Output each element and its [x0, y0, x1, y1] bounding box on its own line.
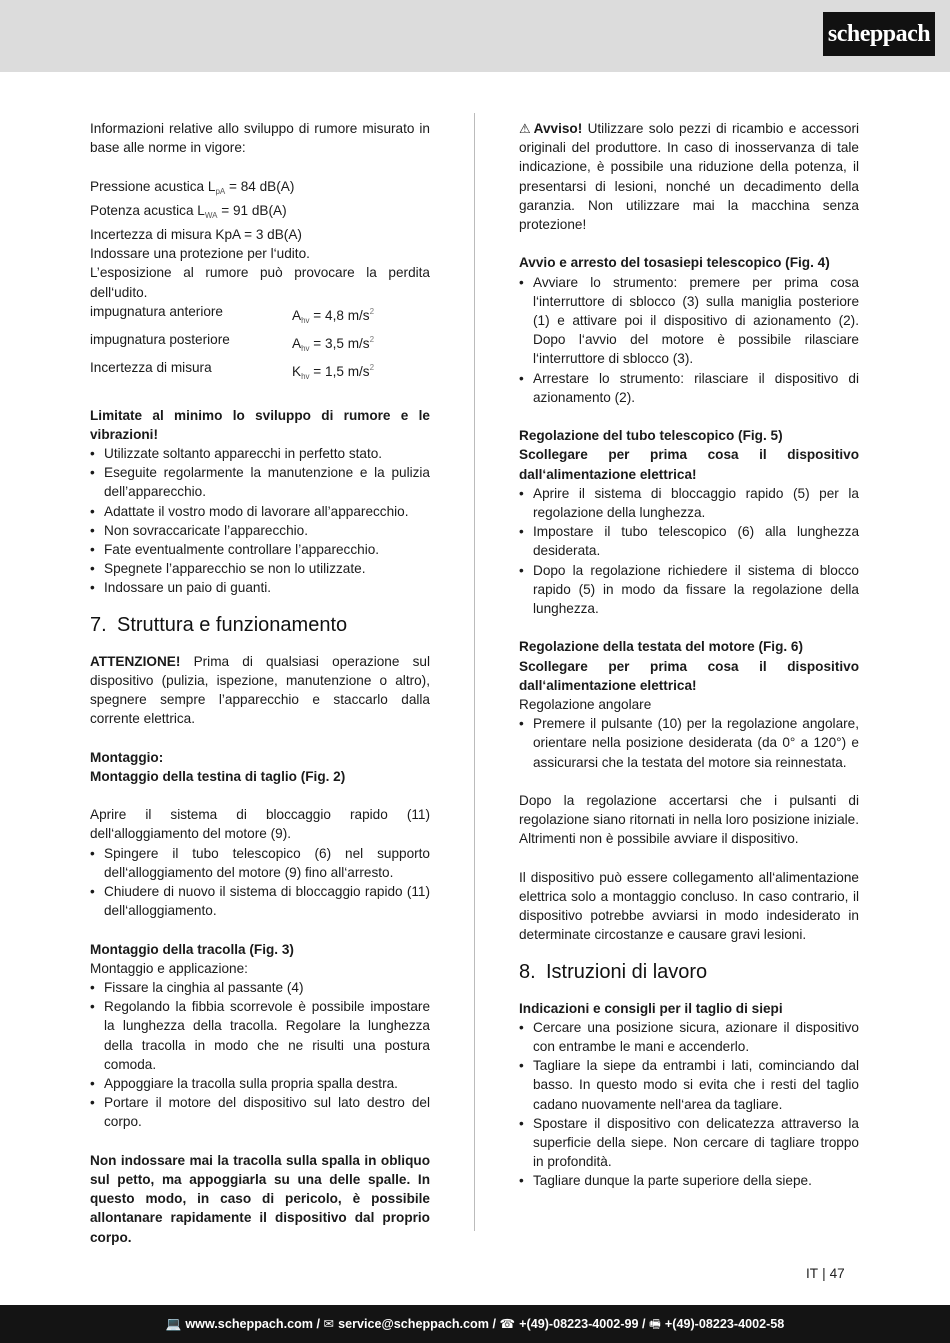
section-8-title: 8. Istruzioni di lavoro — [519, 960, 708, 983]
language-code: IT — [806, 1266, 819, 1281]
list-item: • Aprire il sistema di bloccaggio rapido (5) per la regolazione della lunghezza. — [519, 484, 859, 522]
tips-heading: Indicazioni e consigli per il taglio di siepi — [519, 1000, 783, 1016]
list-item: • Fate eventualmente controllare l’apparecchio. — [90, 540, 430, 559]
footer-fax: +(49)-08223-4002-58 — [664, 1317, 785, 1331]
tube-list — [519, 484, 859, 618]
tube-heading: Regolazione del tubo telescopico (Fig. 5) — [519, 428, 783, 444]
noise-intro: Informazioni relative allo sviluppo di rumore misurato in base alle norme in vigore: — [90, 121, 430, 156]
noise-values — [90, 177, 430, 264]
list-item: • Impostare il tubo telescopico (6) alla lunghezza desiderata. — [519, 522, 859, 560]
strap-heading: Montaggio della tracolla (Fig. 3) — [90, 941, 294, 957]
list-item: • Portare il motore del dispositivo sul lato destro del corpo. — [90, 1093, 430, 1131]
vibration-table — [90, 302, 430, 387]
exposure-text: L’esposizione al rumore può provocare la perdita dell‘udito. — [90, 265, 430, 300]
strap-warning: Non indossare mai la tracolla sulla spalla in obliquo sul petto, ma appoggiarla su una delle spalle. In questo modo, in caso di pericolo, è possibile allontanare rapidamente il dispositivo dal proprio corpo. — [90, 1152, 430, 1245]
list-item: • Regolando la fibbia scorrevole è possibile impostare la lunghezza della tracolla. Regolare la lunghezza della tracolla in modo che ne risulti una postura comoda. — [90, 997, 430, 1074]
section-7-title: 7. Struttura e funzionamento — [90, 613, 348, 636]
page-number-value: 47 — [829, 1266, 845, 1281]
assembly-intro: Aprire il sistema di bloccaggio rapido (11) dell‘alloggiamento del motore (9). — [90, 807, 430, 842]
right-column — [519, 119, 859, 1191]
phone-icon: ☎ — [499, 1317, 516, 1331]
email-icon: ✉ — [323, 1317, 335, 1331]
assembly-subheading: Montaggio della testina di taglio (Fig. 2) — [90, 768, 346, 784]
connect-text: Il dispositivo può essere collegamento all‘alimentazione elettrica solo a montaggio concluso. In caso contrario, il dispositivo potrebbe avviarsi in modo indesiderato in determinate circostanze e causare gravi lesioni. — [519, 869, 859, 943]
limit-list — [90, 444, 430, 598]
vibration-row: Incertezza di misura $K_{hv} = 1,5$ $m/s^2$ — [90, 360, 375, 382]
header-bar — [0, 0, 950, 72]
list-item: • Chiudere di nuovo il sistema di bloccaggio rapido (11) dell‘alloggiamento. — [90, 882, 430, 920]
page-number: IT | 47 — [806, 1266, 845, 1281]
limit-heading: Limitate al minimo lo sviluppo di rumore e le vibrazioni! — [90, 407, 430, 442]
start-heading: Avvio e arresto del tosasiepi telescopico (Fig. 4) — [519, 255, 830, 271]
noise-line: Potenza acustica $L_{WA} = 91$ dB(A) — [90, 202, 287, 220]
list-item: • Arrestare lo strumento: rilasciare il dispositivo di azionamento (2). — [519, 369, 859, 407]
list-item: • Spegnete l’apparecchio se non lo utilizzate. — [90, 559, 430, 578]
after-adjust-text: Dopo la regolazione accertarsi che i pulsanti di regolazione siano ritornati in nella loro posizione iniziale. Altrimenti non è possibile avviare il dispositivo. — [519, 793, 859, 847]
column-divider — [474, 113, 475, 1231]
list-item: • Tagliare la siepe da entrambi i lati, cominciando dal basso. In questo modo si evita che i resti del taglio cadano nuovamente nell‘area da tagliare. — [519, 1056, 859, 1114]
tube-heading-warning: Scollegare per prima cosa il dispositivo dall‘alimentazione elettrica! — [519, 447, 859, 482]
list-item: • Utilizzate soltanto apparecchi in perfetto stato. — [90, 444, 430, 463]
footer-website: www.scheppach.com / — [185, 1317, 320, 1331]
footer-email: service@scheppach.com / — [338, 1317, 496, 1331]
head-list — [519, 714, 859, 772]
vibration-row: impugnatura posteriore $A_{hv} = 3,5$ $m/s^2$ — [90, 332, 375, 354]
tips-list — [519, 1018, 859, 1191]
fax-icon: 🖷 — [649, 1317, 661, 1331]
vibration-row: impugnatura anteriore $A_{hv} = 4,8$ $m/s^2$ — [90, 303, 375, 325]
head-intro: Regolazione angolare — [519, 697, 652, 713]
noise-line: Incertezza di misura KpA = 3 dB(A) — [90, 227, 302, 242]
warning-paragraph: ⚠ Avviso! Utilizzare solo pezzi di ricambio e accessori originali del produttore. In caso di inosservanza di tale indicazione, è possibile una riduzione della potenza, il presentarsi di lesioni, nonché un decadimento della garanzia. Non utilizzare mai la macchina senza protezione! — [519, 121, 859, 233]
list-item: • Dopo la regolazione richiedere il sistema di blocco rapido (5) in modo da fissare la regolazione della lunghezza. — [519, 561, 859, 619]
head-heading-warning: Scollegare per prima cosa il dispositivo dall‘alimentazione elettrica! — [519, 658, 859, 693]
list-item: • Avviare lo strumento: premere per prima cosa l‘interruttore di sblocco (3) sulla maniglia posteriore (1) e attivare poi il dispositivo di azionamento (2). Dopo l‘avvio del motore è possibile rilasciare l‘interruttore di sblocco (3). — [519, 273, 859, 369]
list-item: • Premere il pulsante (10) per la regolazione angolare, orientare nella posizione desiderata (da 0° a 120°) e assicurarsi che la testata del motore sia reinnestata. — [519, 714, 859, 772]
strap-intro: Montaggio e applicazione: — [90, 960, 248, 976]
assembly-list — [90, 844, 430, 921]
noise-line: Pressione acustica $L_{pA} = 84$ dB(A) — [90, 178, 295, 196]
list-item: • Eseguite regolarmente la manutenzione e la pulizia dell’apparecchio. — [90, 463, 430, 501]
left-column — [90, 119, 430, 1247]
list-item: • Indossare un paio di guanti. — [90, 578, 430, 597]
noise-line: Indossare una protezione per l‘udito. — [90, 246, 310, 262]
list-item: • Non sovraccaricate l’apparecchio. — [90, 521, 430, 540]
list-item: • Fissare la cinghia al passante (4) — [90, 978, 430, 997]
start-list — [519, 273, 859, 407]
footer-phone: +(49)-08223-4002-99 / — [519, 1317, 646, 1331]
computer-icon: 💻 — [165, 1317, 182, 1331]
list-item: • Tagliare dunque la parte superiore della siepe. — [519, 1171, 859, 1190]
list-item: • Adattate il vostro modo di lavorare all’apparecchio. — [90, 502, 430, 521]
strap-list — [90, 978, 430, 1132]
list-item: • Appoggiare la tracolla sulla propria spalla destra. — [90, 1074, 430, 1093]
attention-paragraph: ATTENZIONE! Prima di qualsiasi operazione sul dispositivo (pulizia, ispezione, manutenzione o altro), spegnere sempre l’apparecchio e staccarlo dalla corrente elettrica. — [90, 653, 430, 727]
assembly-heading: Montaggio: — [90, 749, 164, 765]
head-heading: Regolazione della testata del motore (Fig. 6) — [519, 639, 804, 655]
footer-bar — [0, 1305, 950, 1343]
list-item: • Cercare una posizione sicura, azionare il dispositivo con entrambe le mani e accenderlo. — [519, 1018, 859, 1056]
scheppach-logo: scheppach — [823, 12, 935, 56]
warning-triangle-icon: ⚠ — [519, 121, 531, 136]
list-item: • Spostare il dispositivo con delicatezza attraverso la superficie della siepe. Non cercare di tagliare troppo in profondità. — [519, 1114, 859, 1172]
list-item: • Spingere il tubo telescopico (6) nel supporto dell‘alloggiamento del motore (9) fino all‘arresto. — [90, 844, 430, 882]
